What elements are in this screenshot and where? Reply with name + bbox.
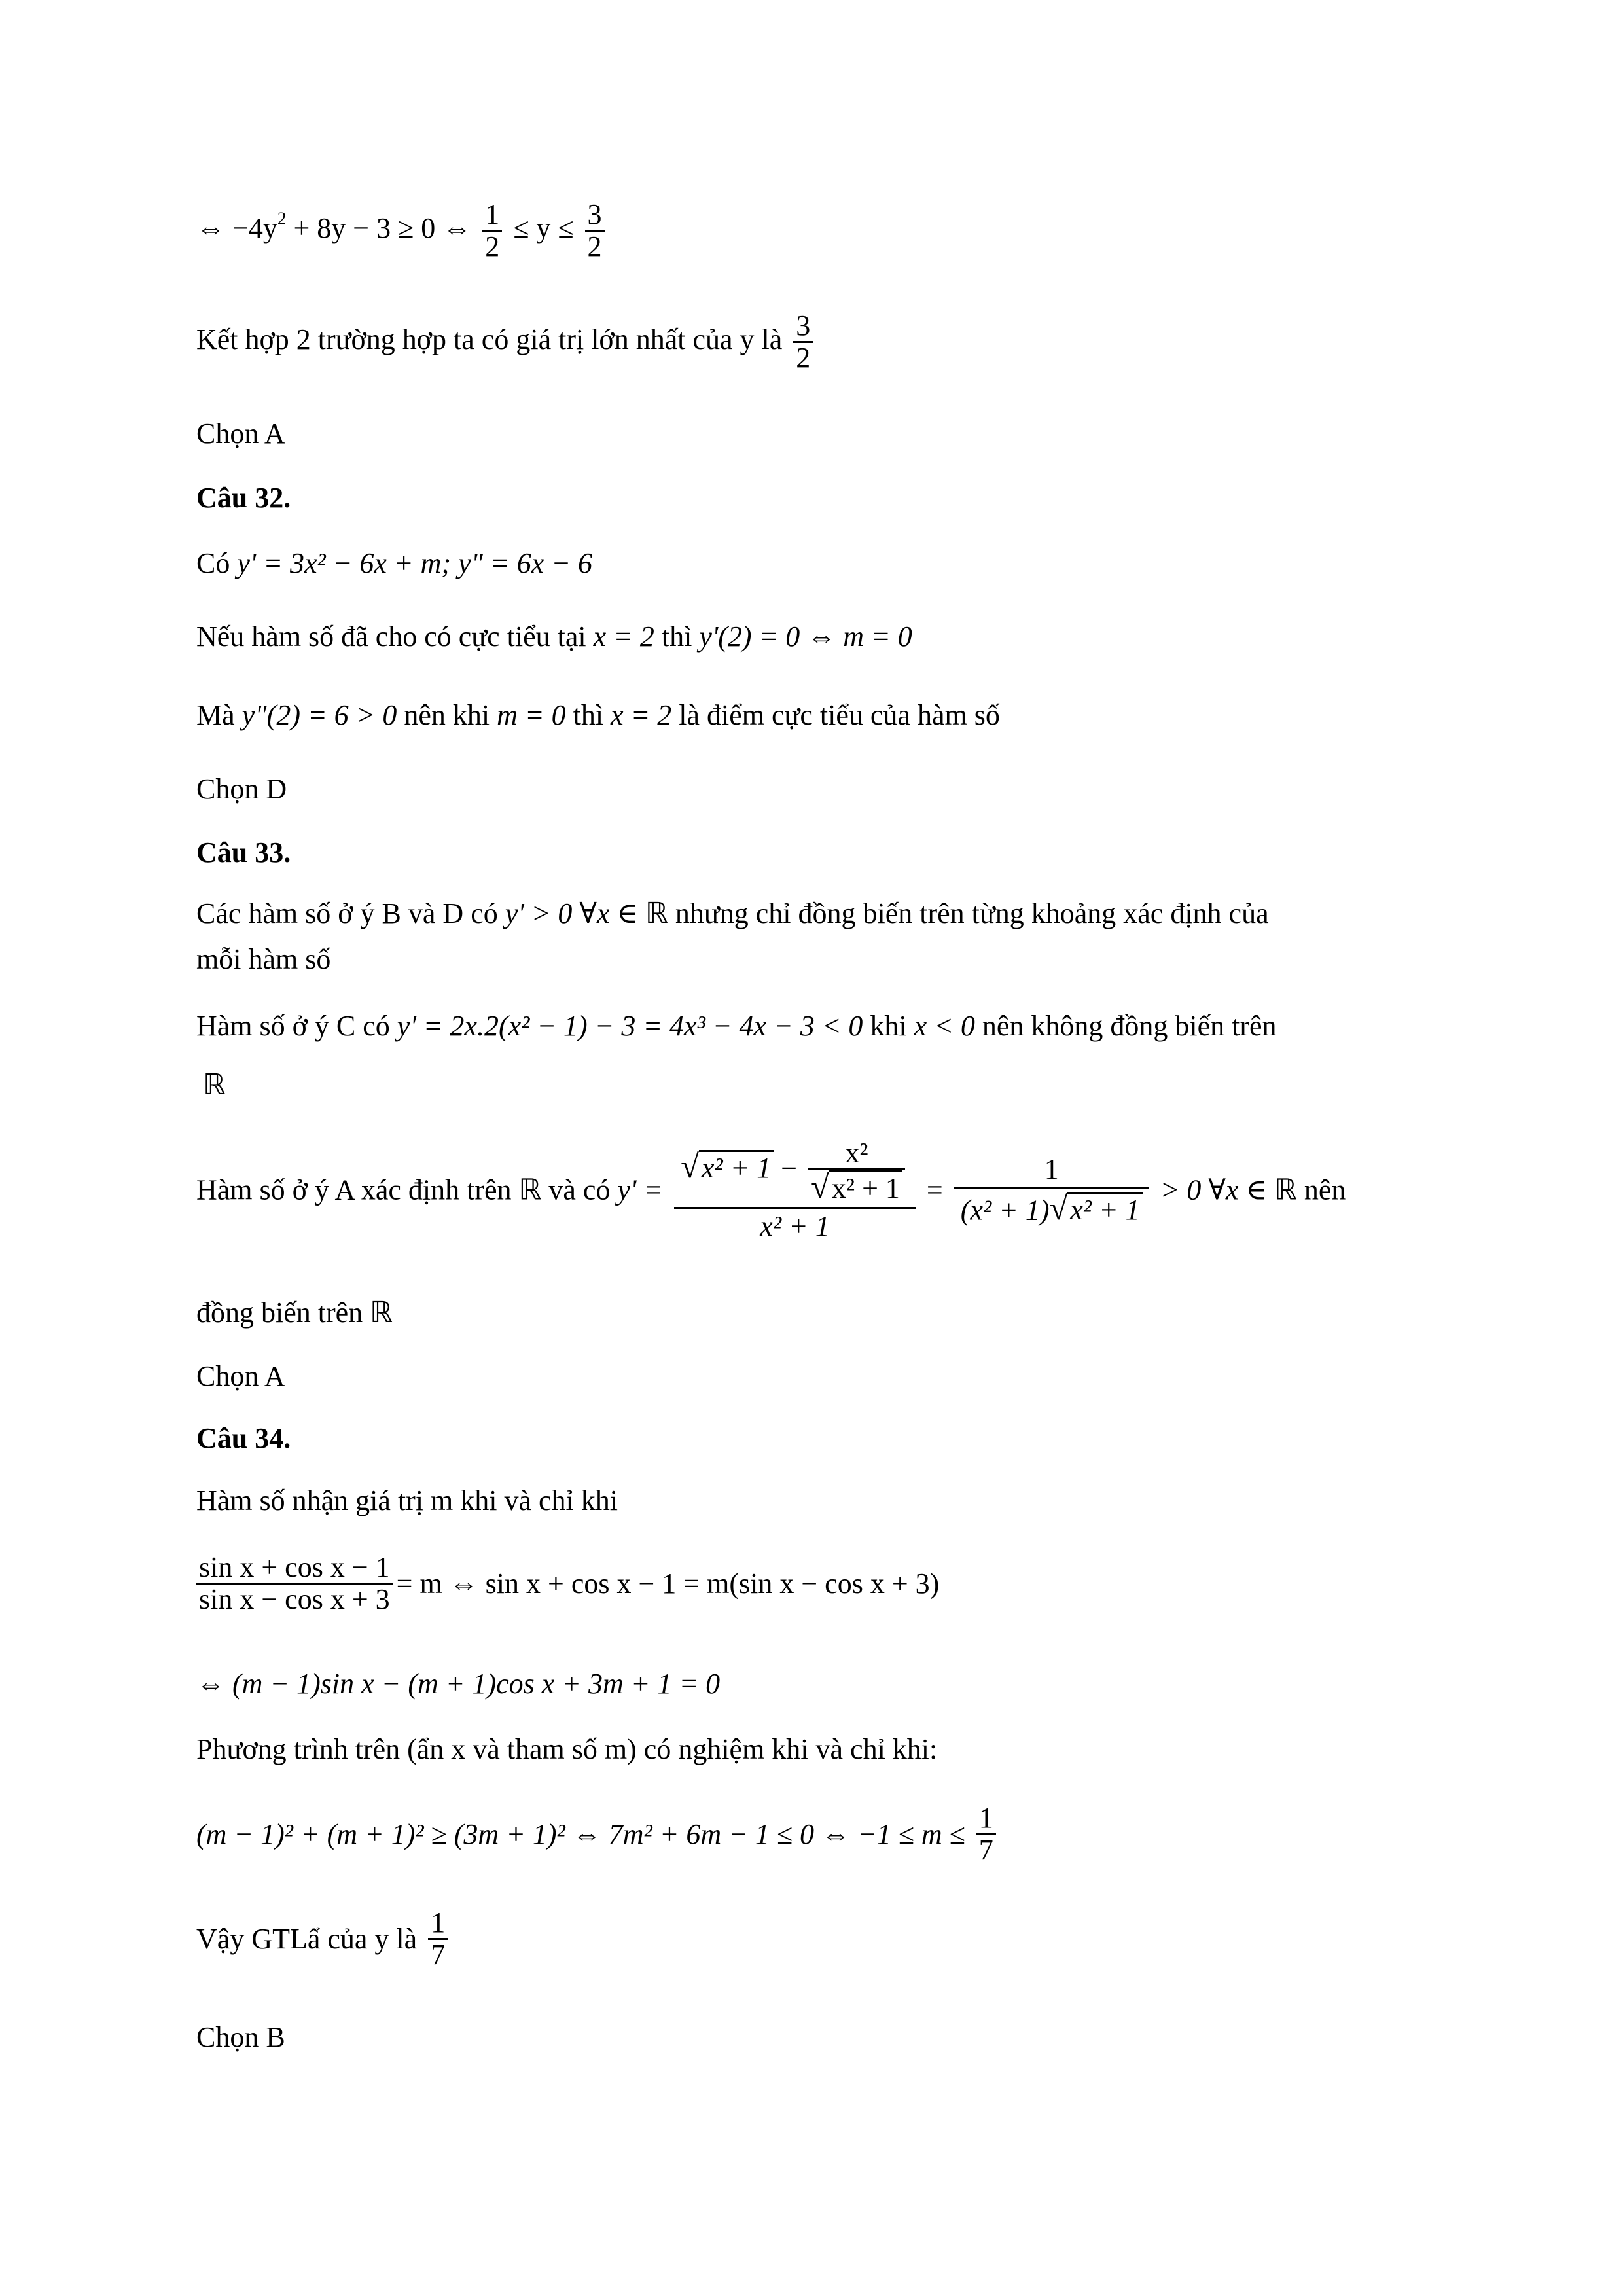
fraction-3-2	[585, 200, 605, 262]
line5-pre: Có	[196, 547, 238, 579]
fraction-3-2-b	[793, 311, 813, 373]
frac-numerator	[674, 1136, 916, 1209]
reals-symbol: ℝ	[1274, 1173, 1297, 1207]
line10-pre: Các hàm số ở ý B và D có	[196, 897, 505, 929]
inner-den	[808, 1170, 905, 1204]
eq1-rest: + 8y − 3 ≥ 0 ⇔	[286, 211, 479, 244]
text-line-15	[196, 1295, 393, 1331]
sqrt-x2-plus-1	[681, 1150, 774, 1183]
equation-line-22	[196, 1803, 1000, 1865]
line23-text: Vậy GTLẩ của y là	[196, 1923, 425, 1956]
line7-m1: y"(2) = 6 > 0	[241, 699, 397, 731]
radicand: x² + 1	[699, 1150, 774, 1183]
frac-den: 7	[978, 1834, 993, 1867]
radicand: x² + 1	[829, 1170, 902, 1204]
radical-sign: √	[811, 1168, 829, 1206]
line14-post: nên	[1296, 1174, 1346, 1206]
den-factor-a: (x² + 1)	[960, 1194, 1050, 1227]
fraction-derivative-a	[674, 1136, 916, 1244]
text-line-7	[196, 697, 1000, 734]
line6-m1: x = 2	[593, 620, 654, 653]
sqrt-x2-plus-1-inner	[811, 1170, 902, 1204]
text-line-10	[196, 895, 1269, 932]
line7-m3: x = 2	[611, 699, 672, 731]
frac-den: 2	[587, 230, 602, 263]
line6-m2: y'(2) = 0 ⇔ m = 0	[699, 620, 912, 653]
fraction-sin-cos	[196, 1552, 393, 1615]
frac-num: sin x + cos x − 1	[196, 1552, 393, 1585]
equation-line-19	[196, 1552, 939, 1615]
text-line-18: Hàm số nhận giá trị m khi và chỉ khi	[196, 1484, 618, 1516]
line12-math: y' = 2x.2(x² − 1) − 3 = 4x³ − 4x − 3 < 0	[397, 1010, 863, 1042]
text-line-14	[196, 1136, 1346, 1244]
frac-den: 2	[485, 230, 500, 263]
line10-math: y' > 0 ∀x ∈	[505, 897, 646, 929]
frac-denominator	[954, 1189, 1149, 1228]
line14-yprime: y' =	[617, 1174, 664, 1206]
eq19-rest: = m ⇔ sin x + cos x − 1 = m(sin x − cos x + 3)	[396, 1568, 940, 1600]
eq1-lhs: ⇔ −4y	[196, 211, 277, 244]
frac-denominator: x² + 1	[760, 1210, 830, 1242]
answer-line-16: Chọn A	[196, 1360, 285, 1392]
line7-post: là điểm cực tiểu của hàm số	[671, 699, 1000, 731]
line12-post: nên không đồng biến trên	[974, 1010, 1277, 1042]
text-line-11: mỗi hàm số	[196, 943, 331, 975]
answer-line-3: Chọn A	[196, 418, 285, 450]
text-line-12	[196, 1008, 1277, 1045]
minus-sign: −	[781, 1152, 798, 1185]
frac-num: 3	[585, 200, 605, 232]
line14-pre: Hàm số ở ý A xác định trên	[196, 1174, 519, 1206]
line12-pre: Hàm số ở ý C có	[196, 1010, 397, 1042]
eq1-exp: 2	[277, 208, 287, 228]
frac-num: 1	[976, 1803, 996, 1835]
text-line-21: Phương trình trên (ẩn x và tham số m) có nghiệm khi và chỉ khi:	[196, 1733, 938, 1765]
reals-symbol: ℝ	[518, 1173, 542, 1207]
line7-pre: Mà	[196, 699, 242, 731]
radical-sign: √	[681, 1148, 699, 1185]
equation-line-20: ⇔ (m − 1)sin x − (m + 1)cos x + 3m + 1 = 0	[196, 1668, 721, 1700]
line12-mid: khi	[863, 1010, 914, 1042]
reals-symbol-line-13: ℝ	[203, 1068, 226, 1102]
line12-m2: x < 0	[914, 1010, 975, 1042]
equals-sign: =	[926, 1174, 943, 1206]
line10-post: nhưng chỉ đồng biến trên từng khoảng xác định của	[668, 897, 1269, 929]
eq1-mid: ≤ y ≤	[506, 211, 581, 244]
line14-cond: > 0 ∀x ∈	[1160, 1174, 1275, 1206]
line7-mid: nên khi	[397, 699, 497, 731]
question-heading-32: Câu 32.	[196, 482, 291, 514]
text-line-2	[196, 311, 817, 373]
fraction-1-7-b	[428, 1908, 448, 1970]
text-line-5	[196, 545, 592, 582]
fraction-1-2	[482, 200, 502, 262]
radicand: x² + 1	[1067, 1192, 1142, 1225]
reals-symbol: ℝ	[645, 897, 668, 930]
answer-line-24: Chọn B	[196, 2021, 285, 2053]
frac-den: 7	[431, 1939, 446, 1971]
frac-num: 3	[793, 311, 813, 343]
frac-num: 1	[482, 200, 502, 232]
equation-line-1	[196, 200, 609, 262]
frac-numerator: 1	[954, 1152, 1149, 1189]
line5-math: y' = 3x² − 6x + m; y" = 6x − 6	[237, 547, 592, 579]
sqrt-x2-plus-1-den	[1049, 1192, 1142, 1225]
inner-num: x²	[808, 1138, 905, 1170]
line15-text: đồng biến trên	[196, 1297, 370, 1329]
fraction-1-7	[976, 1803, 996, 1865]
inner-fraction	[808, 1138, 905, 1204]
line7-m2: m = 0	[497, 699, 566, 731]
frac-den: sin x − cos x + 3	[199, 1583, 390, 1616]
line7-mid2: thì	[565, 699, 611, 731]
radical-sign: √	[1049, 1190, 1068, 1227]
line14-mid: và có	[541, 1174, 618, 1206]
frac-den: 2	[796, 342, 811, 374]
fraction-derivative-b	[954, 1152, 1149, 1229]
line2-text: Kết hợp 2 trường hợp ta có giá trị lớn nhất của y là	[196, 323, 790, 355]
eq22-math: (m − 1)² + (m + 1)² ≥ (3m + 1)² ⇔ 7m² + 6m − 1 ≤ 0 ⇔ −1 ≤ m ≤	[196, 1818, 972, 1851]
answer-line-8: Chọn D	[196, 773, 287, 805]
reals-symbol: ℝ	[370, 1296, 393, 1329]
line6-mid: thì	[654, 620, 700, 653]
frac-num: 1	[428, 1908, 448, 1940]
question-heading-33: Câu 33.	[196, 836, 291, 869]
line6-pre: Nếu hàm số đã cho có cực tiểu tại	[196, 620, 594, 653]
question-heading-34: Câu 34.	[196, 1422, 291, 1454]
text-line-23	[196, 1908, 452, 1970]
text-line-6	[196, 619, 912, 655]
